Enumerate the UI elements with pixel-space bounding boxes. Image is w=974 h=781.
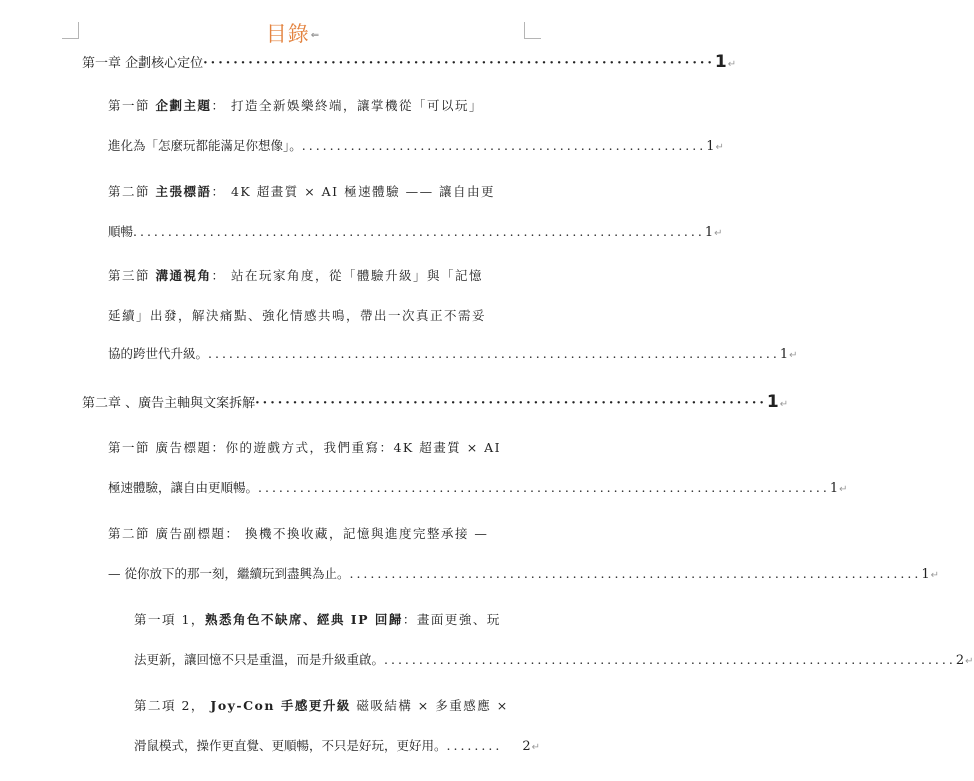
dot-leader: .................................................................................. (133, 224, 705, 239)
toc-section-1-1-line2[interactable]: 進化為「怎麼玩都能滿足你想像」。 .......................................................... 1 ↵ (108, 138, 724, 154)
toc-section-2-1-line1[interactable]: 第一節 廣告標題：你的遊戲方式，我們重寫：4K 超畫質 × AI (108, 440, 502, 455)
paragraph-mark-icon: ↵ (727, 59, 737, 70)
paragraph-mark-icon: ↵ (715, 142, 724, 153)
toc-item-2-2-2-line2[interactable]: 滑鼠模式，操作更直覺、更順暢，不只是好玩，更好用。 ........ 2 ↵ (134, 738, 540, 754)
toc-title: 目錄⇐ (265, 22, 321, 46)
toc-section-1-2-line1[interactable]: 第二節 主張標語： 4K 超畫質 × AI 極速體驗 —— 讓自由更 (108, 184, 496, 199)
paragraph-mark-icon: ↵ (930, 570, 939, 581)
dot-leader: .................................................................................. (384, 652, 956, 667)
toc-section-1-1-line1[interactable]: 第一節 企劃主題： 打造全新娛樂終端，讓掌機從「可以玩」 (108, 98, 483, 113)
toc-section-1-3-line1[interactable]: 第三節 溝通視角： 站在玩家角度，從「體驗升級」與「記憶 (108, 268, 483, 283)
paragraph-mark-icon: ↵ (779, 399, 789, 410)
toc-chapter-2[interactable]: 第二章 、廣告主軸與文案拆解 ···································································· 1 ↵ (82, 392, 789, 412)
dot-leader: .................................................................................. (258, 480, 830, 495)
toc-section-1-2-line2[interactable]: 順暢 .................................................................................. 1 ↵ (108, 224, 723, 240)
dot-leader: ........ (446, 738, 503, 753)
dot-leader: ···································································· (255, 396, 767, 411)
toc-item-2-2-2-line1[interactable]: 第二項 2， Joy-Con 手感更升級 磁吸結構 × 多重感應 × (134, 698, 509, 713)
toc-item-2-2-1-line1[interactable]: 第一項 1，熟悉角色不缺席、經典 IP 回歸：畫面更強、玩 (134, 612, 501, 627)
return-arrow-icon: ⇐ (310, 29, 321, 41)
paragraph-mark-icon: ↵ (714, 228, 723, 239)
toc-section-1-3-line3[interactable]: 協的跨世代升級。 .................................................................................. 1 ↵ (108, 346, 798, 362)
toc-section-1-3-line2[interactable]: 延續」出發，解決痛點、強化情感共鳴，帶出一次真正不需妥 (108, 308, 487, 323)
dot-leader: .................................................................................. (349, 566, 922, 581)
toc-section-2-2-line2[interactable]: — 從你放下的那一刻，繼續玩到盡興為止。 .................................................................................. 1 ↵ (108, 566, 939, 582)
paragraph-mark-icon: ↵ (789, 350, 798, 361)
paragraph-mark-icon: ↵ (965, 656, 974, 667)
toc-chapter-1[interactable]: 第一章 企劃核心定位 ···································································· 1 ↵ (82, 52, 737, 72)
dot-leader: ···································································· (203, 56, 715, 71)
toc-section-2-1-line2[interactable]: 極速體驗，讓自由更順暢。 .................................................................................. 1 ↵ (108, 480, 848, 496)
dot-leader: .................................................................................. (208, 346, 780, 361)
paragraph-mark-icon: ↵ (531, 742, 540, 753)
paragraph-mark-icon: ↵ (839, 484, 848, 495)
dot-leader: .......................................................... (301, 138, 707, 153)
toc-section-2-2-line1[interactable]: 第二節 廣告副標題： 換機不換收藏，記憶與進度完整承接 — (108, 526, 489, 541)
toc-item-2-2-1-line2[interactable]: 法更新，讓回憶不只是重溫，而是升級重啟。 .................................................................................. 2 ↵ (134, 652, 974, 668)
